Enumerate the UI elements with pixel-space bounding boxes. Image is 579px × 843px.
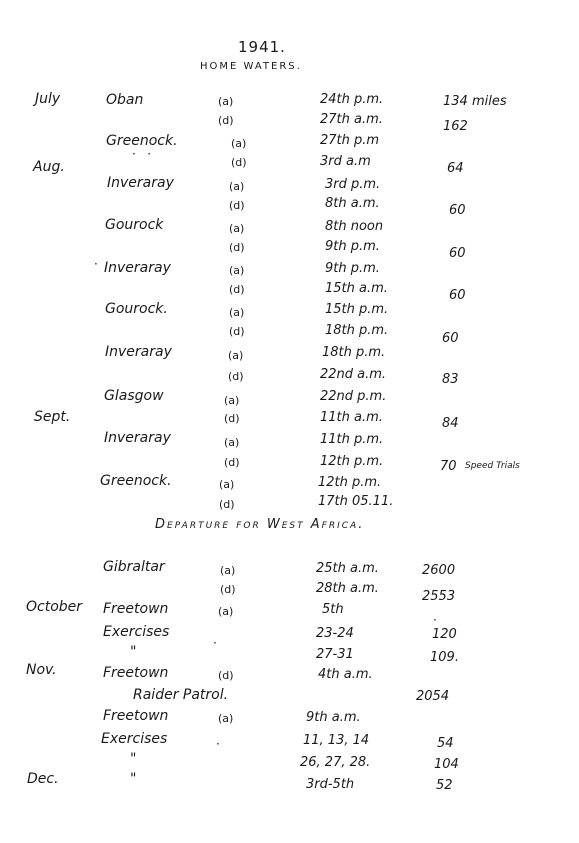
code-cell: (d) <box>218 669 234 682</box>
code-cell: (d) <box>229 325 245 338</box>
code-cell: (a) <box>219 478 235 491</box>
code-cell: (d) <box>219 498 235 511</box>
code-cell: (a) <box>224 394 240 407</box>
miles-cell: 104 <box>434 757 459 772</box>
code-cell: (a) <box>218 95 234 108</box>
date-cell: 11th p.m. <box>320 432 384 447</box>
place-cell: " <box>130 644 137 660</box>
place-cell: Inveraray <box>104 260 171 276</box>
place-cell: Greenock. <box>100 473 172 489</box>
month-label-october: October <box>26 599 83 615</box>
miles-cell: 60 <box>442 331 459 346</box>
miles-cell: 2553 <box>422 589 456 604</box>
date-cell: 15th p.m. <box>325 302 389 317</box>
miles-cell: 60 <box>449 246 466 261</box>
date-cell: 17th 05.11. <box>318 494 394 509</box>
date-cell: 27th a.m. <box>320 112 383 127</box>
code-cell: (a) <box>229 180 245 193</box>
place-cell: " <box>130 751 137 767</box>
place-cell: Inveraray <box>104 430 171 446</box>
miles-cell: 2054 <box>416 689 450 704</box>
miles-cell: 70 <box>440 459 457 474</box>
place-cell: Greenock. <box>106 133 178 149</box>
code-cell: (d) <box>229 199 245 212</box>
date-cell: 12th p.m. <box>318 475 382 490</box>
code-cell: (a) <box>231 137 247 150</box>
code-cell: (d) <box>218 114 234 127</box>
date-cell: 25th a.m. <box>316 561 379 576</box>
miles-cell: 52 <box>436 778 453 793</box>
place-cell: Exercises <box>101 731 168 747</box>
code-cell: (d) <box>229 283 245 296</box>
page-subtitle: HOME WATERS. <box>200 61 302 72</box>
place-cell: Oban <box>106 92 144 108</box>
place-cell: Freetown <box>103 708 169 724</box>
code-cell: (a) <box>220 564 236 577</box>
place-cell: Gibraltar <box>103 559 165 575</box>
code-cell: (a) <box>224 436 240 449</box>
date-cell: 5th <box>322 602 344 617</box>
place-cell: Freetown <box>103 601 169 617</box>
code-cell: (d) <box>231 156 247 169</box>
place-cell: Inveraray <box>105 344 172 360</box>
miles-cell: 109. <box>430 650 459 665</box>
miles-cell: 60 <box>449 288 466 303</box>
place-cell: Inveraray <box>107 175 174 191</box>
code-cell: (d) <box>228 370 244 383</box>
place-cell: " <box>130 771 137 787</box>
code-cell: (a) <box>228 349 244 362</box>
place-cell: Exercises <box>103 624 170 640</box>
code-cell: (a) <box>218 712 234 725</box>
miles-cell: 83 <box>442 372 459 387</box>
ink-dot: · <box>433 613 437 627</box>
date-cell: 3rd p.m. <box>325 177 381 192</box>
miles-cell: 162 <box>443 119 468 134</box>
date-cell: 18th p.m. <box>325 323 389 338</box>
code-cell: (d) <box>224 456 240 469</box>
miles-cell: 64 <box>447 161 464 176</box>
month-label-dec: Dec. <box>27 771 59 787</box>
ink-dot: · <box>216 737 220 751</box>
page-title-year: 1941. <box>238 38 286 56</box>
date-cell: 23-24 <box>316 626 354 641</box>
date-cell: 24th p.m. <box>320 92 384 107</box>
date-cell: 8th a.m. <box>325 196 380 211</box>
code-cell: (a) <box>229 222 245 235</box>
code-cell: (d) <box>220 583 236 596</box>
date-cell: 27th p.m <box>320 133 380 148</box>
place-cell: Gourock <box>105 217 164 233</box>
date-cell: 22nd p.m. <box>320 389 387 404</box>
ink-dot: · <box>213 636 217 650</box>
date-cell: 9th p.m. <box>325 239 380 254</box>
date-cell: 8th noon <box>325 219 384 234</box>
date-cell: 12th p.m. <box>320 454 384 469</box>
miles-cell: 134 miles <box>443 94 507 109</box>
date-cell: 22nd a.m. <box>320 367 387 382</box>
date-cell: 9th a.m. <box>306 710 361 725</box>
place-cell: Glasgow <box>104 388 164 404</box>
miles-cell: 60 <box>449 203 466 218</box>
date-cell: 26, 27, 28. <box>300 755 371 770</box>
date-cell: 18th p.m. <box>322 345 386 360</box>
date-cell: 11th a.m. <box>320 410 383 425</box>
date-cell: 3rd-5th <box>306 777 355 792</box>
code-cell: (a) <box>229 264 245 277</box>
date-cell: 9th p.m. <box>325 261 380 276</box>
code-cell: (d) <box>229 241 245 254</box>
month-label-july: July <box>35 91 61 107</box>
date-cell: 27-31 <box>316 647 354 662</box>
month-label-sept: Sept. <box>34 409 71 425</box>
miles-cell: 120 <box>432 627 457 642</box>
date-cell: 28th a.m. <box>316 581 379 596</box>
ditto-dots: · · <box>132 147 152 161</box>
miles-cell: 2600 <box>422 563 456 578</box>
date-cell: 11, 13, 14 <box>303 733 370 748</box>
date-cell: 4th a.m. <box>318 667 373 682</box>
section-heading-departure: Departure for West Africa. <box>155 517 365 532</box>
place-cell: Raider Patrol. <box>133 687 229 703</box>
miles-cell: 84 <box>442 416 459 431</box>
code-cell: (a) <box>218 605 234 618</box>
code-cell: (a) <box>229 306 245 319</box>
date-cell: 15th a.m. <box>325 281 388 296</box>
miles-cell: 54 <box>437 736 454 751</box>
place-cell: Gourock. <box>105 301 168 317</box>
place-cell: Freetown <box>103 665 169 681</box>
ink-dot: · <box>94 257 98 271</box>
code-cell: (d) <box>224 412 240 425</box>
note-speed-trials: Speed Trials <box>465 461 520 471</box>
month-label-aug: Aug. <box>33 159 65 175</box>
date-cell: 3rd a.m <box>320 154 371 169</box>
month-label-nov: Nov. <box>26 662 57 678</box>
